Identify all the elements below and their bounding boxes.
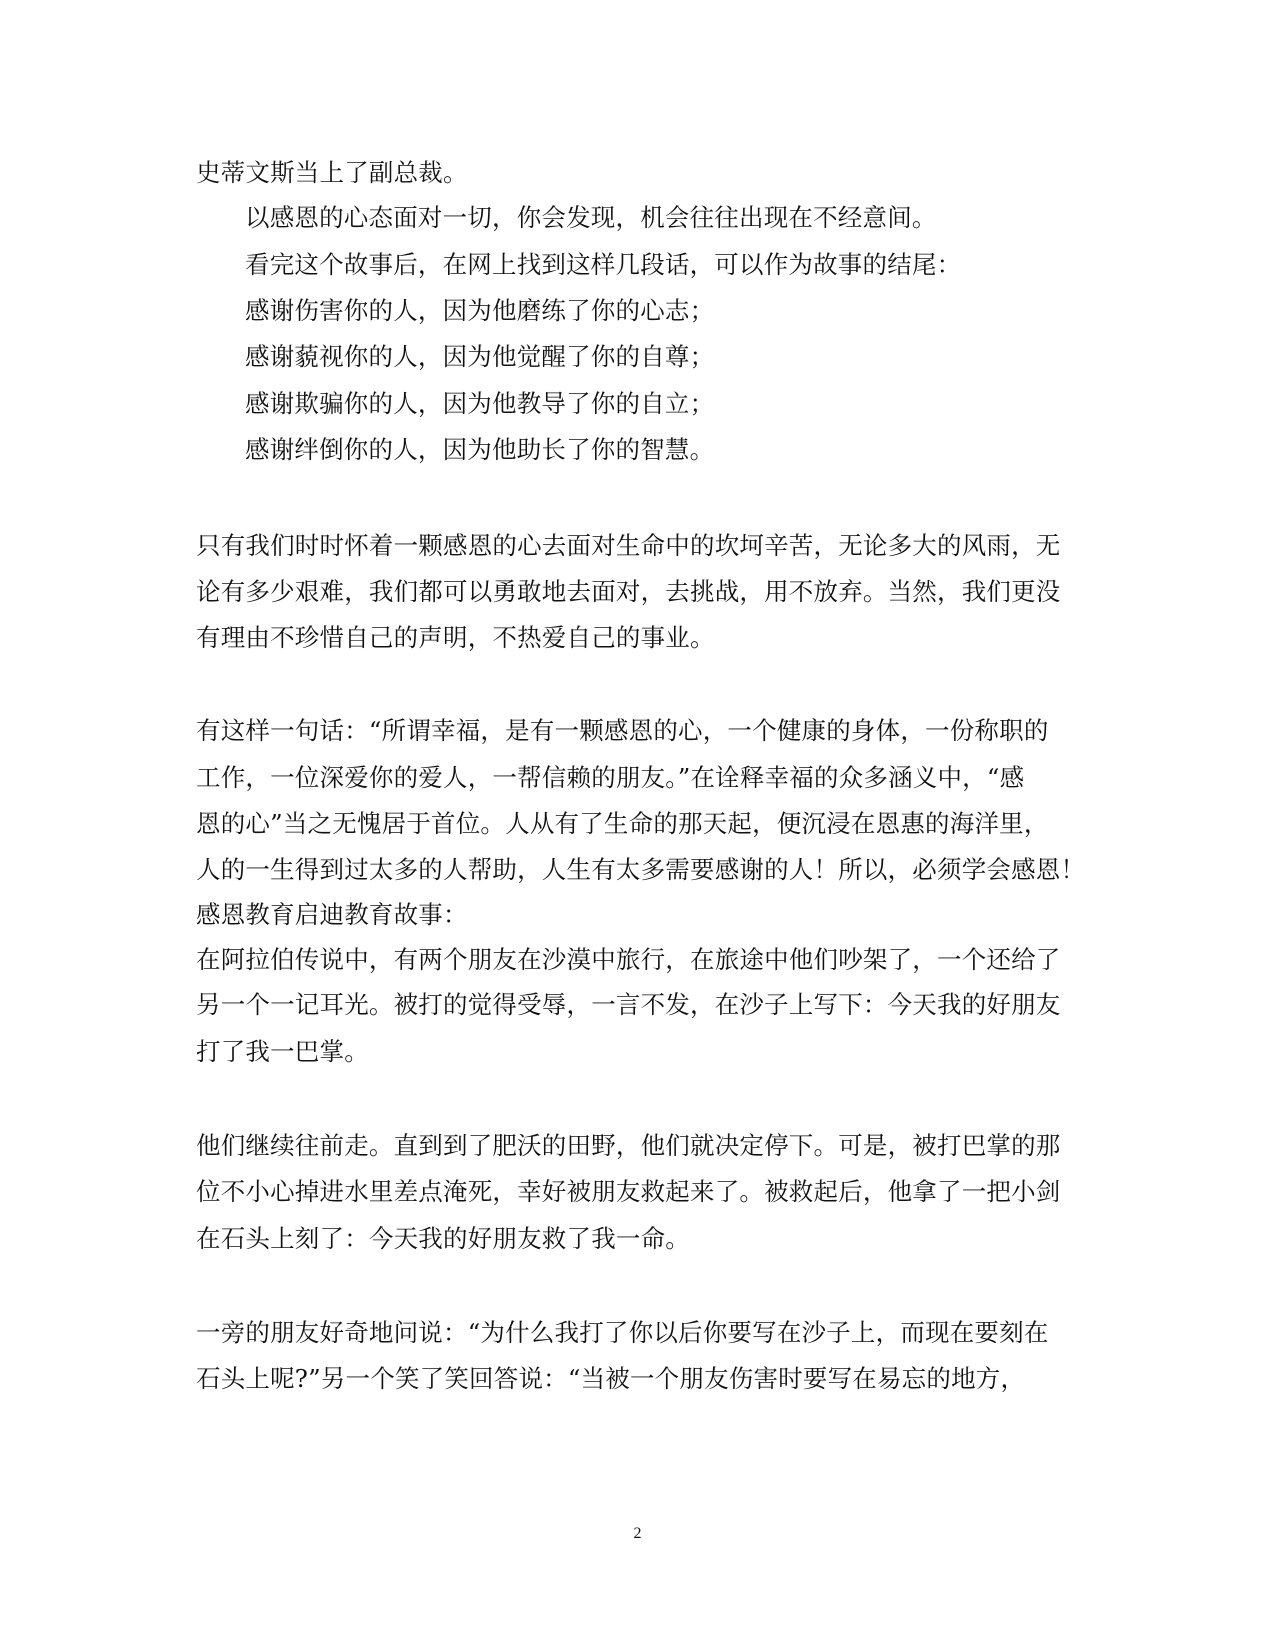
text-line: 打了我一巴掌。 [196,1037,369,1066]
text-line: 感谢欺骗你的人，因为他教导了你的自立； [245,389,715,418]
text-line: 论有多少艰难，我们都可以勇敢地去面对，去挑战，用不放弃。当然，我们更没 [196,577,1061,606]
text-line: 有理由不珍惜自己的声明，不热爱自己的事业。 [196,623,715,652]
text-line: 有这样一句话：“所谓幸福，是有一颗感恩的心，一个健康的身体，一份称职的 [196,716,1049,745]
text-line: 石头上呢?”另一个笑了笑回答说：“当被一个朋友伤害时要写在易忘的地方， [196,1364,1026,1393]
text-line: 恩的心”当之无愧居于首位。人从有了生命的那天起，便沉浸在恩惠的海洋里， [196,809,1049,838]
text-line: 一旁的朋友好奇地问说：“为什么我打了你以后你要写在沙子上，而现在要刻在 [196,1318,1049,1347]
text-line: 史蒂文斯当上了副总裁。 [196,158,468,187]
text-line: 感恩教育启迪教育故事： [196,900,468,929]
text-line: 看完这个故事后，在网上找到这样几段话，可以作为故事的结尾： [245,250,962,279]
text-line: 工作，一位深爱你的爱人，一帮信赖的朋友。”在诠释幸福的众多涵义中，“感 [196,763,1025,792]
text-line: 人的一生得到过太多的人帮助，人生有太多需要感谢的人！所以，必须学会感恩！ [196,855,1086,884]
text-line: 感谢绊倒你的人，因为他助长了你的智慧。 [245,435,715,464]
text-line: 他们继续往前走。直到到了肥沃的田野，他们就决定停下。可是，被打巴掌的那 [196,1131,1061,1160]
page-number: 2 [633,1525,642,1542]
text-line: 只有我们时时怀着一颗感恩的心去面对生命中的坎坷辛苦，无论多大的风雨，无 [196,531,1061,560]
text-line: 以感恩的心态面对一切，你会发现，机会往往出现在不经意间。 [245,203,937,232]
text-line: 感谢伤害你的人，因为他磨练了你的心志； [245,296,715,325]
text-line: 位不小心掉进水里差点淹死，幸好被朋友救起来了。被救起后，他拿了一把小剑 [196,1177,1061,1206]
text-line: 在阿拉伯传说中，有两个朋友在沙漠中旅行，在旅途中他们吵架了，一个还给了 [196,945,1061,974]
text-line: 在石头上刻了：今天我的好朋友救了我一命。 [196,1224,690,1253]
text-line: 另一个一记耳光。被打的觉得受辱，一言不发，在沙子上写下：今天我的好朋友 [196,990,1061,1019]
text-line: 感谢藐视你的人，因为他觉醒了你的自尊； [245,342,715,371]
